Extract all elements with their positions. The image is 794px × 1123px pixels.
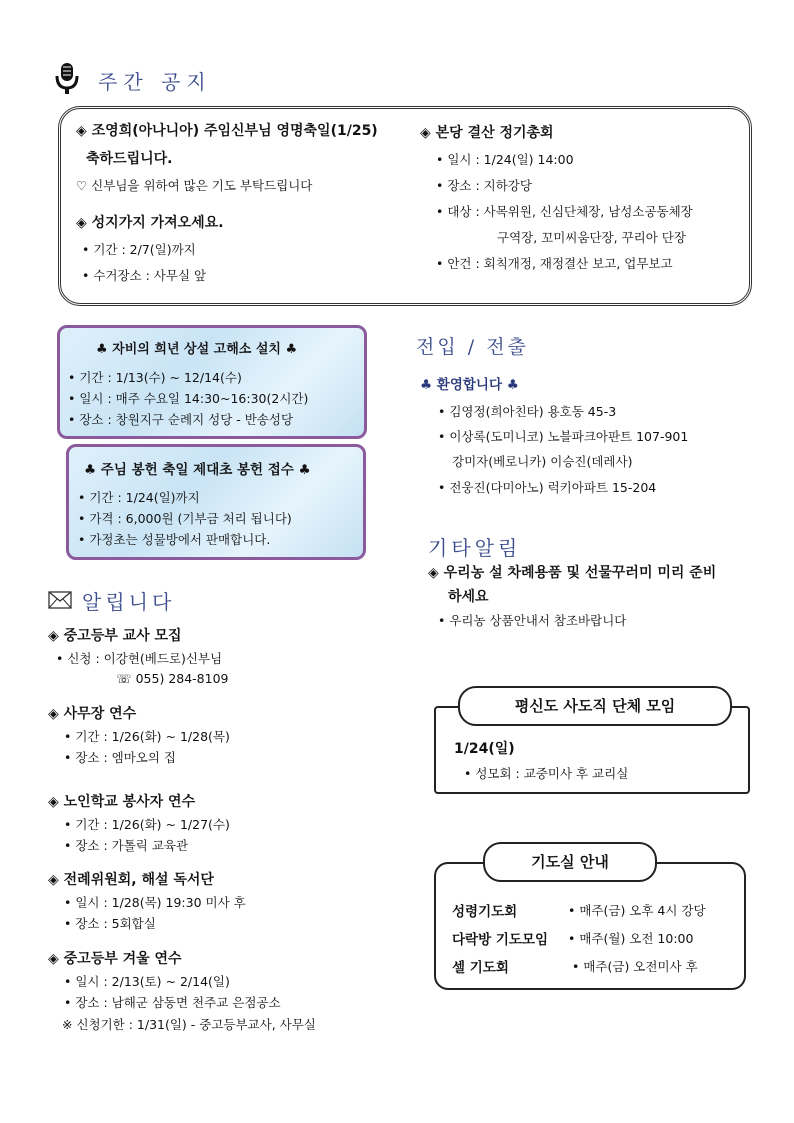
palm-branch-title: ◈ 성지가지 가져오세요.: [76, 215, 224, 231]
confession-period: • 기간 : 1/13(수) ~ 12/14(수): [68, 370, 242, 385]
office-training-period: • 기간 : 1/26(화) ~ 1/28(목): [64, 729, 230, 744]
weekly-title: 주간 공지: [98, 70, 212, 94]
palm-branch-period: • 기간 : 2/7(일)까지: [82, 242, 196, 257]
other-item-line2: 하세요: [448, 589, 489, 605]
candle-price: • 가격 : 6,000원 (기부금 처리 됩니다): [78, 511, 292, 526]
general-meeting-date: • 일시 : 1/24(일) 14:00: [436, 152, 574, 167]
welcome-heading: ♣ 환영합니다 ♣: [420, 377, 519, 393]
winter-camp-title: ◈ 중고등부 겨울 연수: [48, 951, 182, 967]
senior-school-title: ◈ 노인학교 봉사자 연수: [48, 794, 196, 810]
general-meeting-agenda: • 안건 : 회칙개정, 재정결산 보고, 업무보고: [436, 256, 673, 271]
envelope-icon: [48, 591, 72, 609]
senior-school-period: • 기간 : 1/26(화) ~ 1/27(수): [64, 817, 230, 832]
candle-period: • 기간 : 1/24(일)까지: [78, 490, 200, 505]
prayer-group-name: 다락방 기도모임: [452, 932, 548, 948]
winter-camp-deadline: ※ 신청기한 : 1/31(일) - 중고등부교사, 사무실: [62, 1017, 316, 1032]
feast-celebration-line1: ◈ 조영희(아나니아) 주임신부님 영명축일(1/25): [76, 123, 378, 139]
other-item-line1: ◈ 우리농 설 차례용품 및 선물꾸러미 미리 준비: [428, 565, 717, 581]
liturgy-place: • 장소 : 5회합실: [64, 916, 156, 931]
prayer-request: ♡ 신부님을 위하여 많은 기도 부탁드립니다: [76, 178, 313, 193]
microphone-icon: [54, 62, 80, 96]
prayer-group-time: • 매주(금) 오후 4시 강당: [568, 903, 706, 918]
teacher-recruit-phone: ☏ 055) 284-8109: [116, 671, 229, 686]
prayer-group-time: • 매주(월) 오전 10:00: [568, 931, 694, 946]
prayer-group-name: 성령기도회: [452, 904, 518, 920]
general-meeting-target-line1: • 대상 : 사목위원, 신심단체장, 남성소공동체장: [436, 204, 693, 219]
winter-camp-place: • 장소 : 남해군 삼동면 천주교 은점공소: [64, 995, 281, 1010]
lay-apostolate-title: 평신도 사도직 단체 모임: [458, 686, 732, 726]
moving-person-1: • 김영정(희아친타) 용호동 45-3: [438, 404, 617, 419]
confession-title: ♣ 자비의 희년 상설 고해소 설치 ♣: [96, 342, 298, 357]
teacher-recruit-title: ◈ 중고등부 교사 모집: [48, 628, 182, 644]
confession-place: • 장소 : 창원지구 순례지 성당 - 반송성당: [68, 412, 294, 427]
moving-person-4: • 전웅진(다미아노) 럭키아파트 15-204: [438, 480, 657, 495]
general-meeting-target-line2: 구역장, 꼬미씨움단장, 꾸리아 단장: [497, 230, 686, 245]
confession-time: • 일시 : 매주 수요일 14:30~16:30(2시간): [68, 391, 309, 406]
prayer-group-time: • 매주(금) 오전미사 후: [572, 959, 698, 974]
office-training-place: • 장소 : 엠마오의 집: [64, 750, 177, 765]
other-item-sub: • 우리농 상품안내서 참조바랍니다: [438, 613, 627, 628]
moving-person-2: • 이상록(도미니코) 노블파크아판트 107-901: [438, 429, 689, 444]
feast-celebration-line2: 축하드립니다.: [86, 151, 173, 167]
winter-camp-date: • 일시 : 2/13(토) ~ 2/14(일): [64, 974, 230, 989]
office-training-title: ◈ 사무장 연수: [48, 706, 137, 722]
candle-note: • 가정초는 성물방에서 판매합니다.: [78, 532, 271, 547]
candle-title: ♣ 주님 봉헌 축일 제대초 봉헌 접수 ♣: [84, 462, 311, 478]
palm-branch-place: • 수거장소 : 사무실 앞: [82, 268, 207, 283]
liturgy-date: • 일시 : 1/28(목) 19:30 미사 후: [64, 895, 246, 910]
liturgy-title: ◈ 전례위원회, 해설 독서단: [48, 872, 214, 888]
lay-apostolate-date: 1/24(일): [454, 741, 515, 757]
prayer-group-name: 셀 기도회: [452, 960, 509, 976]
announce-title: 알립니다: [82, 590, 176, 614]
general-meeting-title: ◈ 본당 결산 정기총회: [420, 125, 554, 141]
moving-title: 전입 / 전출: [416, 336, 529, 358]
senior-school-place: • 장소 : 가톨릭 교육관: [64, 838, 189, 853]
lay-apostolate-item: • 성모회 : 교중미사 후 교리실: [464, 766, 629, 781]
teacher-recruit-apply: • 신청 : 이강현(베드로)신부님: [56, 651, 223, 666]
moving-person-3: 강미자(베로니카) 이승진(데레사): [452, 454, 633, 469]
other-title: 기타알림: [428, 536, 522, 560]
prayer-room-title: 기도실 안내: [483, 842, 657, 882]
general-meeting-place: • 장소 : 지하강당: [436, 178, 532, 193]
